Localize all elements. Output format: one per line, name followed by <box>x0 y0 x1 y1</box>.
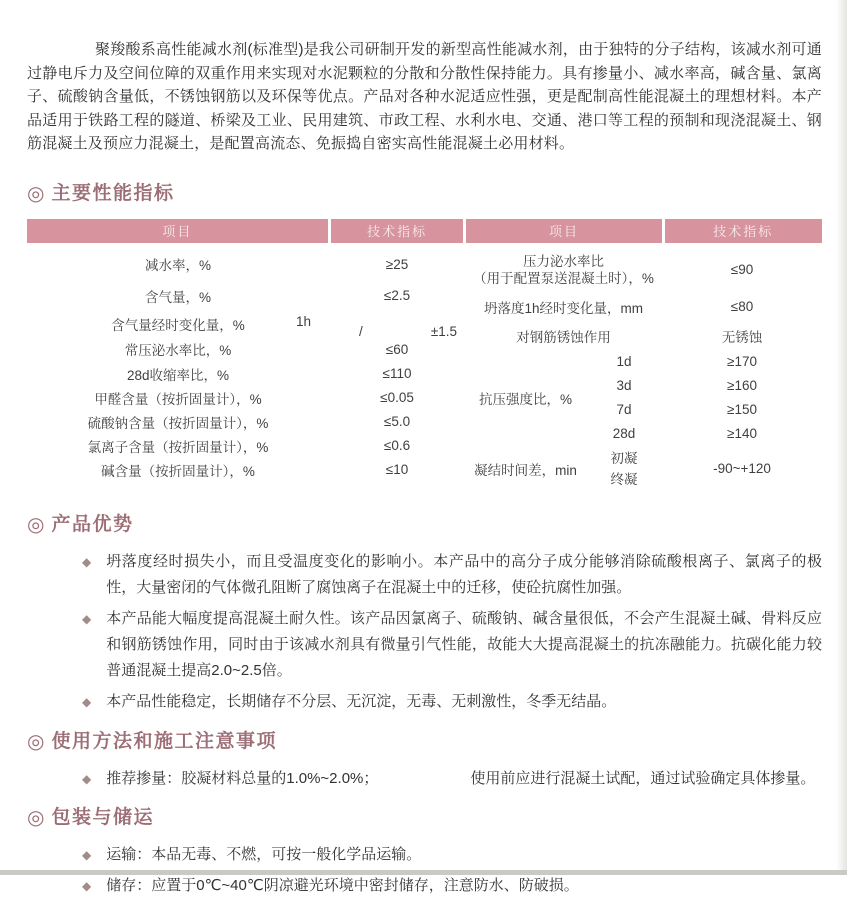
bullet-text: 运输：本品无毒、不燃，可按一般化学品运输。 <box>106 845 422 863</box>
row-label: 氯离子含量（按折固量计），% <box>87 439 269 455</box>
table-row <box>27 458 465 482</box>
table-left-half <box>27 248 465 492</box>
bullet-text: 储存：应置于0℃~40℃阴凉避光环境中密封储存，注意防水、防破损。 <box>106 876 579 894</box>
row-value: ≤90 <box>730 262 754 277</box>
row-value: ≤5.0 <box>383 414 411 429</box>
strength-value: ≥150 <box>727 402 757 417</box>
table-header-spec-right: 技术指标 <box>665 219 822 243</box>
circle-marker-icon: ◎ <box>27 513 45 536</box>
dosage-text: 推荐掺量：胶凝材料总量的1.0%~2.0%； <box>106 769 379 787</box>
table-header-row <box>27 219 822 243</box>
strength-value: ≥160 <box>727 378 757 393</box>
row-label-strength: 抗压强度比，% <box>478 391 572 407</box>
row-label: 对钢筋锈蚀作用 <box>516 329 611 345</box>
setting-phases: 初凝 终凝 <box>610 450 638 487</box>
circle-marker-icon: ◎ <box>27 182 45 205</box>
table-row <box>27 337 465 362</box>
section-title: 包装与储运 <box>51 806 154 828</box>
row-label-setting: 凝结时间差，min <box>474 462 577 478</box>
row-value: 无锈蚀 <box>721 329 763 345</box>
circle-marker-icon: ◎ <box>27 730 45 753</box>
table-header-item-left: 项目 <box>27 219 328 243</box>
setting-value: -90~+120 <box>713 461 771 476</box>
bullet-text: 本产品能大幅度提高混凝土耐久性。该产品因氯离子、硫酸钠、碱含量很低，不会产生混凝土碱、骨料反应和钢筋锈蚀作用，同时由于该减水剂具有微量引气性能，故能大大提高混凝土的抗冻融能力。抗碳化能力较普通混凝土提高2.0~2.5倍。 <box>106 609 822 679</box>
list-item <box>82 606 822 684</box>
section-title: 主要性能指标 <box>51 182 175 204</box>
bullet-text <box>106 766 815 792</box>
strength-age: 28d <box>612 426 636 441</box>
table-row <box>27 311 465 337</box>
section-title: 产品优势 <box>51 513 134 535</box>
circle-marker-icon: ◎ <box>27 806 45 829</box>
intro-paragraph: 聚羧酸系高性能减水剂(标准型)是我公司研制开发的新型高性能减水剂，由于独特的分子结构，该减水剂可通过静电斥力及空间位障的双重作用来实现对水泥颗粒的分散和分散性保持能力。具有掺量小、减水率高，碱含量、氯离子、硫酸钠含量低，不锈蚀钢筋以及环保等优点。产品对各种水泥适应性强，更是配制高性能混凝土的理想材料。本产品适用于铁路工程的隧道、桥梁及工业、民用建筑、市政工程、水利水电、交通、港口等工程的预制和现浇混凝土、钢筋混凝土及预应力混凝土，是配置高流态、免振捣自密实高性能混凝土必用材料。 <box>27 41 822 152</box>
section-title: 使用方法和施工注意事项 <box>51 730 277 752</box>
strength-age: 3d <box>616 378 632 393</box>
row-value: ±1.5 <box>430 323 457 339</box>
section-heading-usage <box>27 730 822 754</box>
bullet-text: 坍落度经时损失小，而且受温度变化的影响小。本产品中的高分子成分能够消除硫酸根离子、氯离子的极性，大量密闭的气体微孔阻断了腐蚀离子在混凝土中的迁移，使砼抗腐性加强。 <box>106 552 822 596</box>
row-value: ≤2.5 <box>383 288 411 303</box>
diamond-bullet-icon: ◆ <box>82 771 92 786</box>
row-label: 常压泌水率比，% <box>124 343 232 358</box>
diamond-bullet-icon: ◆ <box>82 611 92 626</box>
section-heading-advantages <box>27 513 822 537</box>
row-value: ≤0.05 <box>380 390 414 405</box>
row-sub-label: 1h <box>295 313 311 329</box>
table-row <box>27 386 465 410</box>
table-right-half <box>465 248 822 492</box>
diamond-bullet-icon: ◆ <box>82 847 92 862</box>
trial-text: 使用前应进行混凝土试配，通过试验确定具体掺量。 <box>470 769 816 787</box>
diamond-bullet-icon: ◆ <box>82 554 92 569</box>
table-header-item-right: 项目 <box>466 219 661 243</box>
row-label: 压力泌水率比 （用于配置泵送混凝土时），% <box>473 253 654 286</box>
table-body <box>27 243 822 492</box>
table-row <box>27 248 465 281</box>
packaging-list <box>27 842 822 899</box>
row-label: 28d收缩率比，% <box>126 367 230 383</box>
bullet-text: 本产品性能稳定，长期储存不分层、无沉淀，无毒、无刺激性，冬季无结晶。 <box>106 692 617 710</box>
list-item <box>82 689 822 715</box>
row-slash: / <box>359 323 363 339</box>
strength-value: ≥140 <box>727 426 757 441</box>
row-label: 坍落度1h经时变化量，mm <box>483 300 643 316</box>
list-item <box>82 842 822 868</box>
list-item <box>82 766 822 792</box>
table-header-spec-left: 技术指标 <box>331 219 464 243</box>
row-label: 碱含量（按折固量计），% <box>101 463 255 479</box>
table-row <box>27 434 465 458</box>
performance-table <box>27 219 822 492</box>
row-label: 含气量，% <box>144 289 211 305</box>
usage-list <box>27 766 822 792</box>
row-value: ≤80 <box>730 299 754 314</box>
row-label: 甲醛含量（按折固量计），% <box>94 391 262 407</box>
strength-age: 1d <box>616 354 632 369</box>
row-label: 含气量经时变化量，% <box>111 317 245 333</box>
table-row <box>27 281 465 311</box>
strength-value: ≥170 <box>727 354 757 369</box>
row-value: ≥25 <box>385 256 409 272</box>
row-value: ≤110 <box>382 366 412 381</box>
diamond-bullet-icon: ◆ <box>82 694 92 709</box>
strength-age: 7d <box>616 402 632 417</box>
table-row <box>27 362 465 386</box>
row-label: 硫酸钠含量（按折固量计），% <box>87 415 269 431</box>
row-value: ≤60 <box>385 341 409 357</box>
section-heading-packaging <box>27 806 822 830</box>
list-item <box>82 549 822 601</box>
list-item <box>82 873 822 899</box>
row-label: 减水率，% <box>144 258 211 273</box>
advantages-list <box>27 549 822 715</box>
row-value: ≤0.6 <box>383 438 411 453</box>
diamond-bullet-icon: ◆ <box>82 878 92 893</box>
table-row <box>27 410 465 434</box>
row-value: ≤10 <box>385 462 409 477</box>
section-heading-performance <box>27 182 822 206</box>
